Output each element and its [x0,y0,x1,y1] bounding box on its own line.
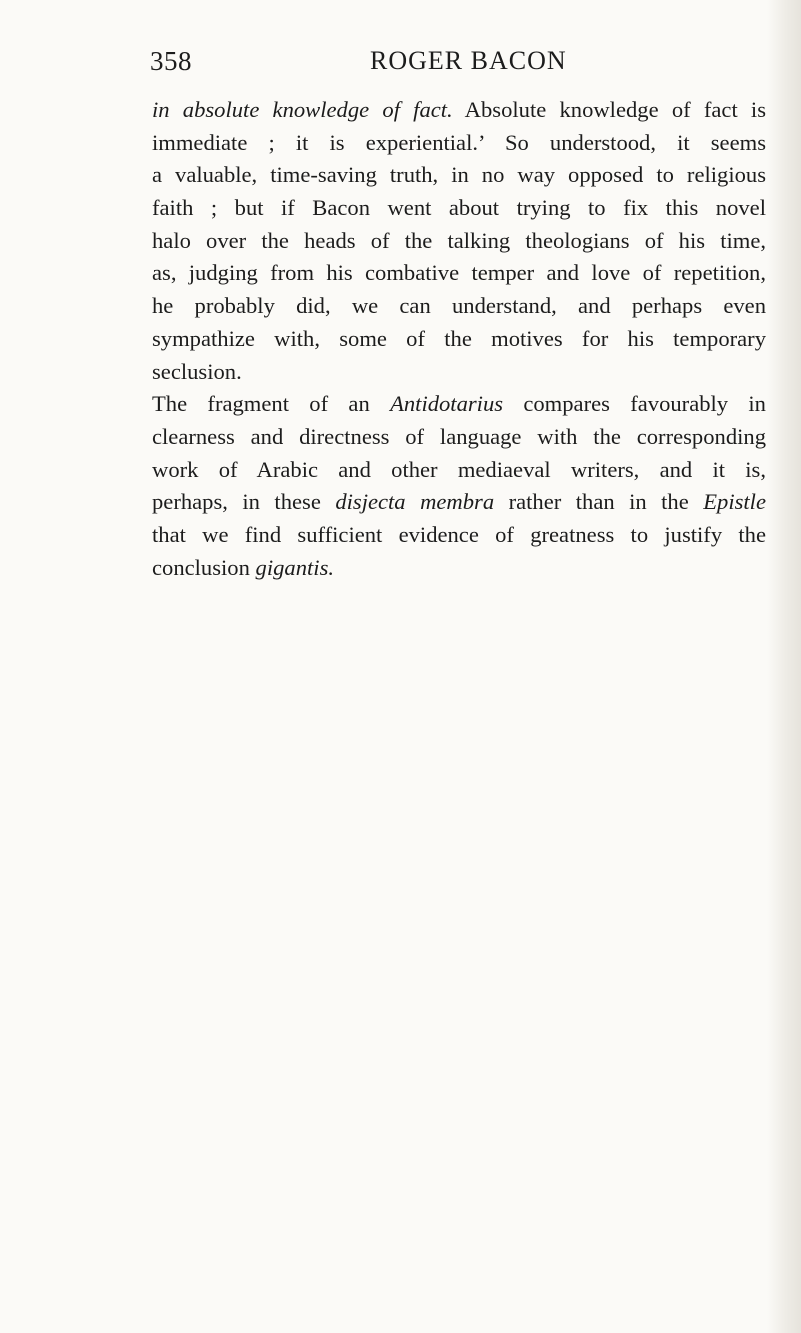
page-edge-shadow [767,0,801,1333]
text-span: Absolute knowledge of fact is [452,97,767,122]
text-line: he probably did, we can understand, and perhaps even [152,293,766,319]
italic-phrase: in absolute knowledge of fact. [152,97,453,122]
text-line: sympathize with, some of the motives for his temporary [152,325,766,351]
text-line: immediate ; it is experiential.’ So understood, it seems [152,129,766,155]
text-line [152,94,766,127]
italic-phrase: disjecta membra [335,489,495,515]
text-span: conclusion [152,554,256,580]
text-line: that we find sufficient evidence of greatness to justify the [152,521,766,547]
text-line [152,552,766,585]
page-number: 358 [150,46,192,76]
text-line: work of Arabic and other mediaeval writers, and it is, [152,456,766,482]
paragraph-2 [152,388,766,584]
text-span: The fragment of an [152,391,391,417]
text-span: rather than in the [494,489,704,515]
text-line [152,486,766,519]
body-text [152,94,766,584]
italic-phrase: Epistle [703,489,766,515]
text-line: faith ; but if Bacon went about trying to fix this novel [152,195,766,221]
text-span: compares favourably in [503,391,766,417]
page-header [150,46,770,86]
text-line: a valuable, time-saving truth, in no way opposed to religious [152,162,766,188]
italic-phrase: gigantis. [255,554,335,580]
text-span: perhaps, in these [152,489,336,515]
italic-phrase: Antidotarius [390,391,504,417]
text-line: halo over the heads of the talking theologians of his time, [152,227,766,253]
running-head: ROGER BACON [370,46,567,75]
text-line: clearness and directness of language with the corresponding [152,423,766,449]
paragraph-1 [152,94,766,388]
text-line [152,388,766,421]
text-line: as, judging from his combative temper and love of repetition, [152,260,766,286]
text-line: seclusion. [152,358,242,384]
